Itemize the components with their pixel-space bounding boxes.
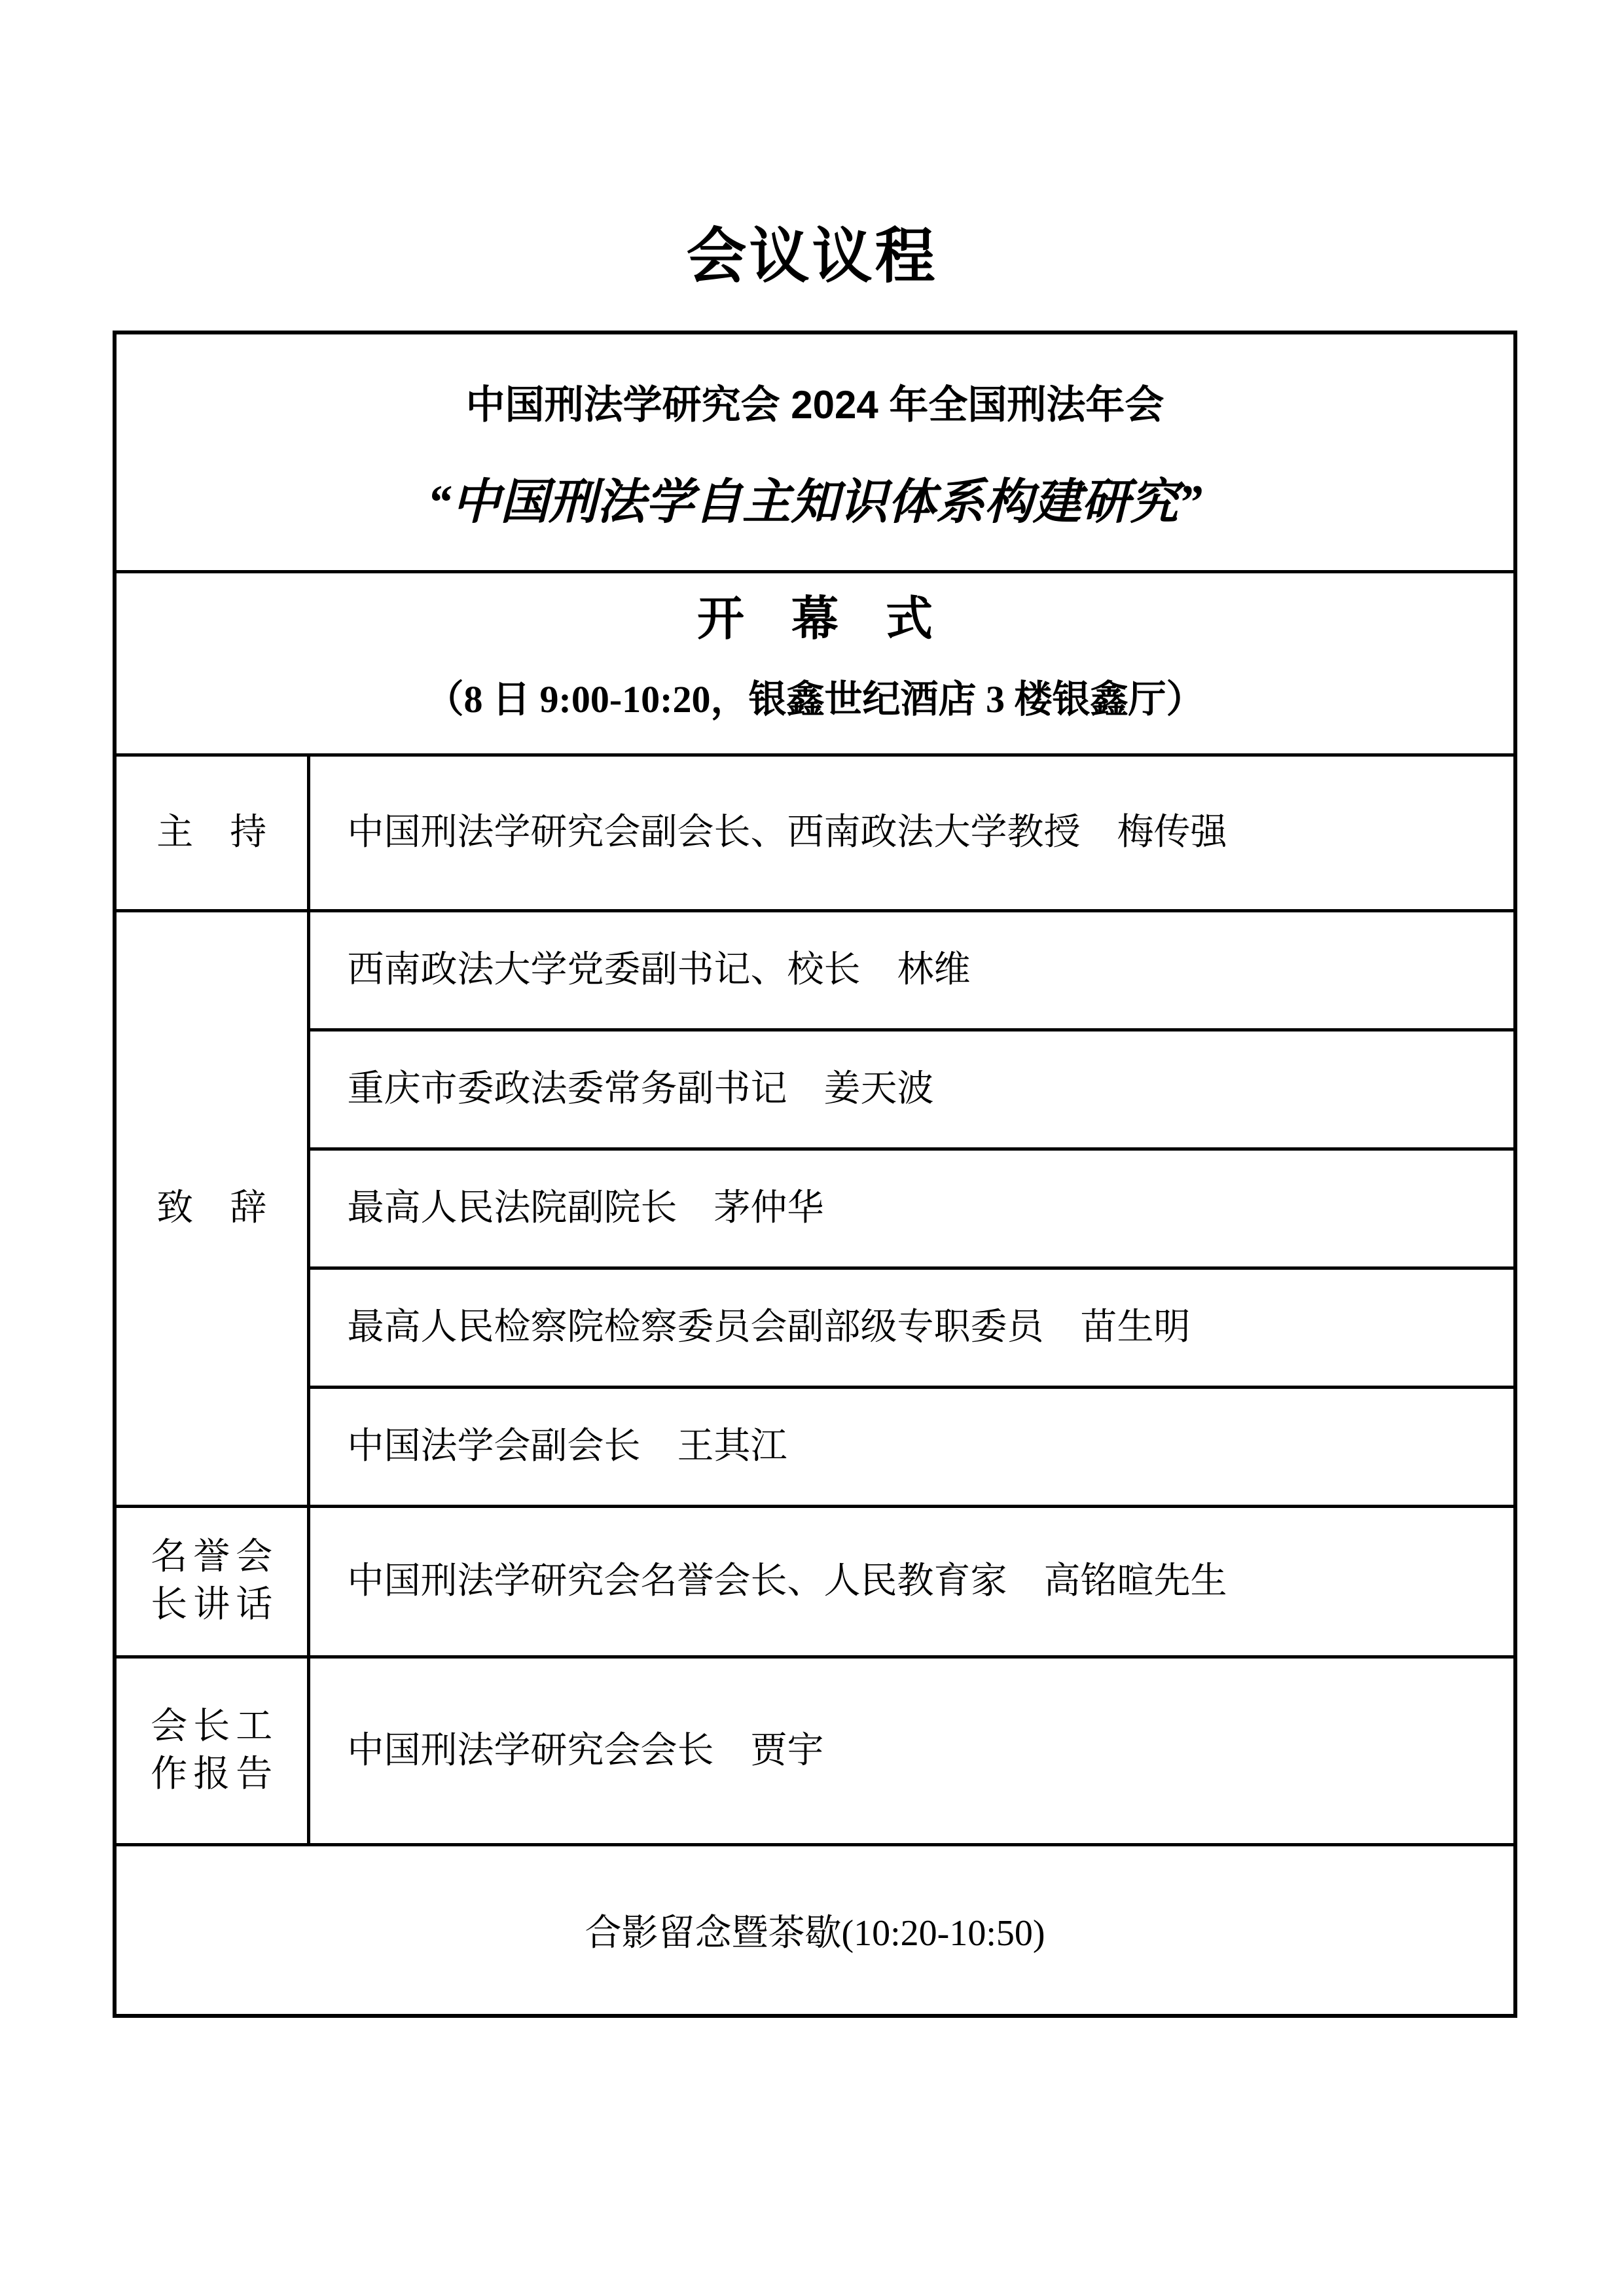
report-speaker-cell <box>308 1657 1515 1844</box>
report-label-line-1: 会长工 <box>151 1706 279 1747</box>
photo-break-cell <box>115 1844 1515 2016</box>
speech-row <box>115 1387 1515 1506</box>
speech-speaker-cell <box>308 1149 1515 1268</box>
conference-title-row <box>115 332 1515 571</box>
photo-break-note: 合影留念暨茶歇(10:20-10:50) <box>585 1912 1045 1954</box>
speech-speaker-cell <box>308 910 1515 1030</box>
speech-speaker-cell <box>308 1030 1515 1149</box>
session-cell <box>115 571 1515 755</box>
honorary-speaker-cell <box>308 1506 1515 1657</box>
speech-speaker-cell <box>308 1387 1515 1506</box>
host-speaker: 中国刑法学研究会副会长、西南政法大学教授 梅传强 <box>347 812 1227 853</box>
speech-speaker-cell <box>308 1268 1515 1387</box>
speech-speaker: 重庆市委政法委常务副书记 姜天波 <box>347 1069 934 1109</box>
speech-row <box>115 1030 1515 1149</box>
report-row <box>115 1657 1515 1844</box>
session-title: 开 幕 式 <box>696 592 933 645</box>
host-row <box>115 755 1515 910</box>
conference-title: 中国刑法学研究会 2024 年全国刑法年会 <box>465 383 1164 427</box>
speech-label-cell <box>115 910 308 1506</box>
speech-speaker: 中国法学会副会长 王其江 <box>347 1426 787 1467</box>
honorary-row <box>115 1506 1515 1657</box>
photo-break-row <box>115 1844 1515 2016</box>
conference-title-cell <box>115 332 1515 571</box>
report-speaker: 中国刑法学研究会会长 贾宇 <box>347 1730 824 1771</box>
honorary-label-cell <box>115 1506 308 1657</box>
speech-label: 致 辞 <box>156 1187 267 1229</box>
honorary-label-line-2: 长讲话 <box>151 1585 279 1625</box>
speech-speaker: 西南政法大学党委副书记、校长 林维 <box>347 950 971 990</box>
speech-speaker: 最高人民检察院检察委员会副部级专职委员 苗生明 <box>347 1307 1191 1348</box>
speech-row <box>115 1149 1515 1268</box>
speech-row <box>115 1268 1515 1387</box>
session-time: （8 日 9:00-10:20，银鑫世纪酒店 3 楼银鑫厅） <box>425 677 1204 721</box>
report-label-line-2: 作报告 <box>151 1753 279 1795</box>
host-label: 主 持 <box>156 812 267 853</box>
host-speaker-cell <box>308 755 1515 910</box>
honorary-label-line-1: 名誉会 <box>151 1537 279 1578</box>
session-row <box>115 571 1515 755</box>
speech-speaker: 最高人民法院副院长 茅仲华 <box>347 1188 824 1229</box>
agenda-table <box>113 331 1517 2018</box>
report-label-cell <box>115 1657 308 1844</box>
host-label-cell <box>115 755 308 910</box>
conference-theme: “中国刑法学自主知识体系构建研究” <box>427 476 1202 529</box>
honorary-speaker: 中国刑法学研究会名誉会长、人民教育家 高铭暄先生 <box>347 1561 1227 1602</box>
speech-row <box>115 910 1515 1030</box>
page-title: 会议议程 <box>686 223 938 290</box>
